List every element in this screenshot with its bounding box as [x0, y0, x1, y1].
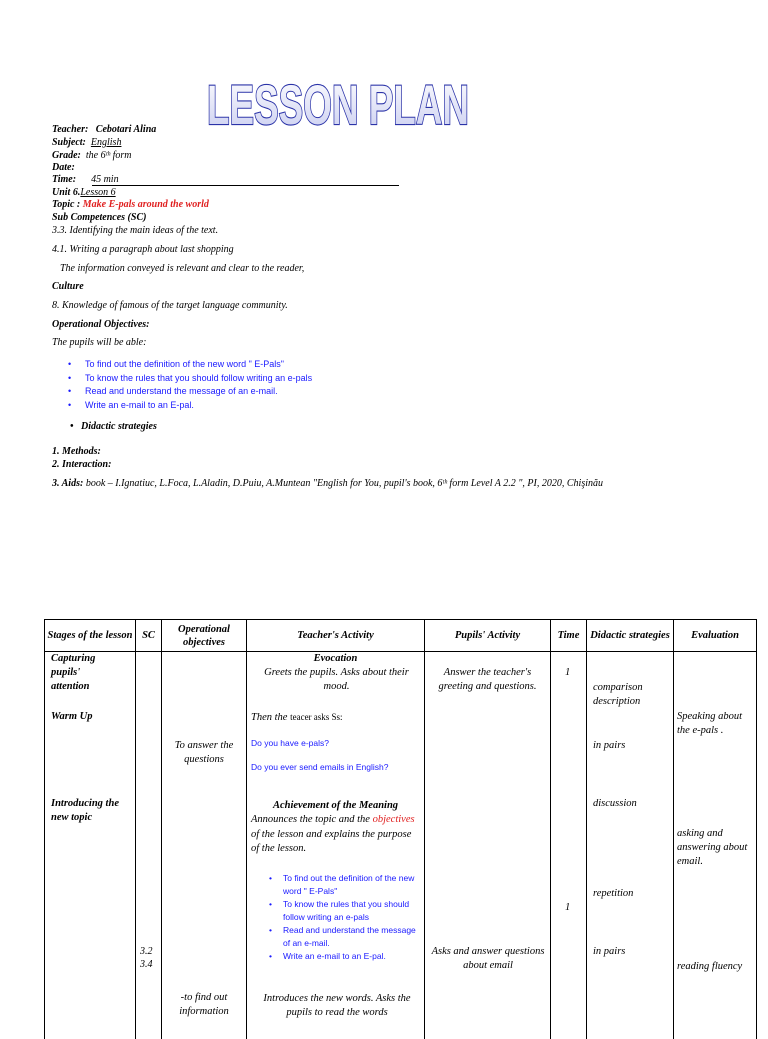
announces-text: Announces the topic and the objectives of the lesson and explains the purpose of the lesson. — [251, 814, 415, 854]
header-stages: Stages of the lesson — [47, 630, 133, 641]
header-sc: SC — [142, 630, 155, 641]
time-underline — [92, 185, 399, 186]
teacher-line: Teacher: Cebotari Alina — [52, 124, 157, 135]
objectives-list — [68, 358, 312, 412]
stage-warm-up: Warm Up — [51, 711, 93, 722]
lesson-table — [44, 619, 757, 1039]
header-teachers-activity: Teacher's Activity — [297, 630, 374, 641]
teacher-objective-item: • Read and understand the message of an e-mail. — [267, 924, 424, 950]
time-line: Time: 45 min — [52, 174, 119, 185]
header-time: Time — [557, 630, 580, 641]
introduces-text: Introduces the new words. Asks the pupils to read the words — [263, 993, 411, 1018]
bullet-icon: • — [70, 421, 82, 432]
header-evaluation: Evaluation — [691, 630, 739, 641]
objective-item: • To know the rules that you should follow writing an e-pals — [68, 372, 312, 386]
objective-item: • Read and understand the message of an e-mail. — [68, 385, 312, 399]
question-2: Do you ever send emails in English? — [251, 762, 389, 772]
then-asks-text: Then the teacer asks Ss: — [251, 712, 343, 723]
culture-label: Culture — [52, 281, 84, 292]
evaluation-reading: reading fluency — [677, 961, 743, 972]
evaluation-speaking: Speaking about the e-pals . — [677, 711, 743, 736]
topic-line: Topic : Make E-pals around the world — [52, 199, 209, 210]
didactic-strategies-label: • Didactic strategies — [70, 421, 157, 432]
methods-label: 1. Methods: — [52, 446, 101, 457]
sc-label: Sub Competences (SC) — [52, 212, 147, 223]
time-value-2: 1 — [565, 902, 571, 913]
sc-item-2: 4.1. Writing a paragraph about last shopping — [52, 244, 234, 255]
operational-objectives-label: Operational Objectives: — [52, 319, 150, 330]
stage-introducing: Introducing the new topic — [51, 798, 119, 823]
grade-line: Grade: the 6ᵗʰ form — [52, 150, 132, 161]
aids-line: 3. Aids: book – I.Ignatiuc, L.Foca, L.Aladin, D.Puiu, A.Muntean "English for You, pupil's book, 6ᵗʰ form Level A 2.2 ", PI, 2020, Chişinău — [52, 478, 603, 489]
header-didactic-strategies: Didactic strategies — [590, 630, 670, 641]
op-objective-2: -to find out information — [179, 992, 229, 1017]
header-pupils-activity: Pupils' Activity — [454, 630, 521, 641]
stage-capturing: Capturing pupils' attention — [51, 653, 96, 692]
teacher-objective-item: • To know the rules that you should follow writing an e-pals — [267, 898, 424, 924]
objective-item: • Write an e-mail to an E-pal. — [68, 399, 312, 413]
teacher-objectives-list — [267, 872, 424, 963]
objectives-intro: The pupils will be able: — [52, 337, 147, 348]
strategy-in-pairs-1: in pairs — [593, 740, 626, 751]
date-line: Date: — [52, 162, 75, 173]
teacher-objective-item: • Write an e-mail to an E-pal. — [267, 950, 424, 963]
greets-text: Greets the pupils. Asks about their mood. — [264, 667, 409, 692]
subject-line: Subject: English — [52, 137, 122, 148]
time-value-1: 1 — [565, 667, 571, 678]
sc-item-3: The information conveyed is relevant and clear to the reader, — [60, 263, 305, 274]
interaction-label: 2. Interaction: — [52, 459, 112, 470]
strategy-in-pairs-2: in pairs — [593, 946, 626, 957]
header-operational-objectives: Operational objectives — [178, 623, 230, 648]
teacher-objective-item: • To find out the definition of the new word " E-Pals" — [267, 872, 424, 898]
strategy-repetition: repetition — [593, 888, 634, 899]
objective-item: • To find out the definition of the new word " E-Pals" — [68, 358, 312, 372]
unit-line: Unit 6.Lesson 6 — [52, 187, 116, 198]
achievement-heading: Achievement of the Meaning — [272, 800, 399, 811]
evaluation-asking: asking and answering about email. — [677, 828, 748, 867]
sc-values: 3.2 3.4 — [140, 946, 153, 970]
pupils-activity-2: Asks and answer questions about email — [431, 946, 545, 971]
op-objective-1: To answer the questions — [174, 740, 234, 765]
culture-text: 8. Knowledge of famous of the target language community. — [52, 300, 288, 311]
pupils-activity-1: Answer the teacher's greeting and questions. — [438, 667, 537, 692]
evocation-heading: Evocation — [313, 653, 358, 664]
title-text: LESSON PLAN — [207, 73, 469, 136]
strategy-discussion: discussion — [593, 798, 637, 809]
strategy-comparison: comparison description — [593, 682, 643, 707]
sc-item-1: 3.3. Identifying the main ideas of the text. — [52, 225, 219, 236]
question-1: Do you have e-pals? — [251, 738, 329, 748]
